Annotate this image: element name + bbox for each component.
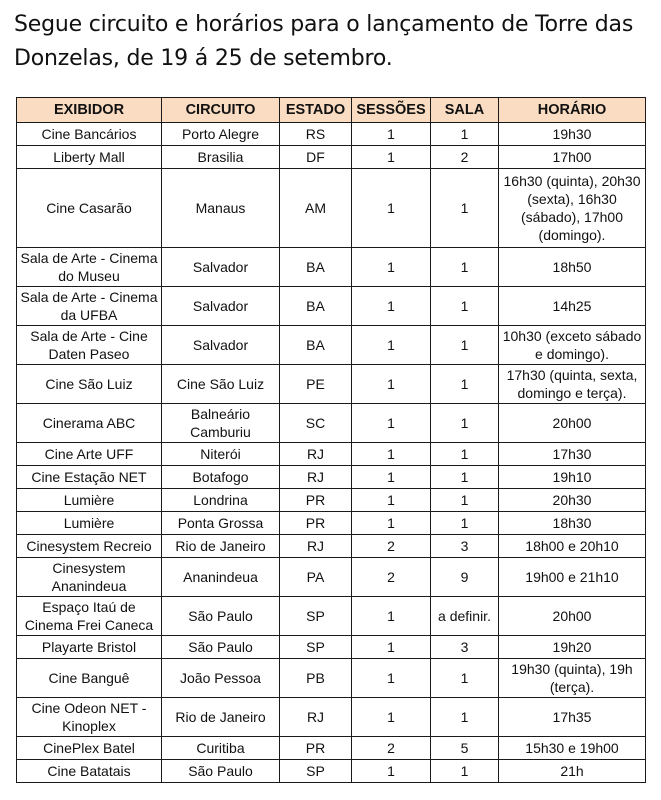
cell-sala: 1 — [431, 248, 499, 287]
cell-circuito: Curitiba — [162, 737, 280, 760]
cell-sessoes: 1 — [352, 489, 431, 512]
cell-exibidor: Cine Odeon NET - Kinoplex — [17, 698, 162, 737]
cell-estado: PR — [280, 489, 352, 512]
cell-exibidor: Cine Banguê — [17, 659, 162, 698]
cell-exibidor: Cinesystem Recreio — [17, 535, 162, 558]
cell-circuito: Londrina — [162, 489, 280, 512]
cell-circuito: Balneário Camburiu — [162, 404, 280, 443]
cell-sessoes: 1 — [352, 326, 431, 365]
cell-exibidor: Sala de Arte - Cine Daten Paseo — [17, 326, 162, 365]
header-horario: HORÁRIO — [499, 98, 646, 123]
table-row — [17, 760, 646, 783]
cell-horario: 19h30 — [499, 123, 646, 146]
cell-sala: 1 — [431, 659, 499, 698]
cell-circuito: São Paulo — [162, 636, 280, 659]
cell-circuito: Salvador — [162, 248, 280, 287]
cell-sala: a definir. — [431, 597, 499, 636]
cell-circuito: Salvador — [162, 287, 280, 326]
cell-estado: DF — [280, 146, 352, 169]
cell-horario: 19h00 e 21h10 — [499, 558, 646, 597]
cell-circuito: Niterói — [162, 443, 280, 466]
table-row — [17, 404, 646, 443]
cell-exibidor: Cinesystem Ananindeua — [17, 558, 162, 597]
cell-estado: BA — [280, 287, 352, 326]
table-row — [17, 489, 646, 512]
cell-estado: RJ — [280, 535, 352, 558]
cell-estado: PR — [280, 737, 352, 760]
cell-exibidor: Cine Arte UFF — [17, 443, 162, 466]
cell-sala: 1 — [431, 760, 499, 783]
cell-circuito: Rio de Janeiro — [162, 535, 280, 558]
cell-estado: RJ — [280, 466, 352, 489]
cell-horario: 14h25 — [499, 287, 646, 326]
table-row — [17, 659, 646, 698]
cell-exibidor: Lumière — [17, 512, 162, 535]
table-row — [17, 597, 646, 636]
cell-sala: 9 — [431, 558, 499, 597]
intro-text: Segue circuito e horários para o lançamento de Torre das Donzelas, de 19 á 25 de setembro. — [14, 12, 634, 71]
cell-circuito: Botafogo — [162, 466, 280, 489]
table-row — [17, 512, 646, 535]
cell-estado: SP — [280, 760, 352, 783]
cell-sessoes: 2 — [352, 737, 431, 760]
cell-horario: 20h30 — [499, 489, 646, 512]
cell-horario: 19h30 (quinta), 19h (terça). — [499, 659, 646, 698]
cell-horario: 17h30 (quinta, sexta, domingo e terça). — [499, 365, 646, 404]
cell-exibidor: Lumière — [17, 489, 162, 512]
table-row — [17, 698, 646, 737]
cell-estado: SP — [280, 597, 352, 636]
cell-estado: PB — [280, 659, 352, 698]
cell-exibidor: Cine Casarão — [17, 169, 162, 248]
header-sala: SALA — [431, 98, 499, 123]
table-header-row — [17, 98, 646, 123]
cell-circuito: Manaus — [162, 169, 280, 248]
cell-sessoes: 1 — [352, 760, 431, 783]
cell-estado: BA — [280, 248, 352, 287]
table-row — [17, 326, 646, 365]
cell-horario: 19h10 — [499, 466, 646, 489]
cell-exibidor: Cine Bancários — [17, 123, 162, 146]
cell-horario: 21h — [499, 760, 646, 783]
table-row — [17, 169, 646, 248]
header-estado: ESTADO — [280, 98, 352, 123]
cell-exibidor: Cinerama ABC — [17, 404, 162, 443]
cell-sala: 2 — [431, 146, 499, 169]
cell-exibidor: Cine Batatais — [17, 760, 162, 783]
cell-horario: 18h00 e 20h10 — [499, 535, 646, 558]
table-row — [17, 737, 646, 760]
cell-sala: 1 — [431, 404, 499, 443]
cell-horario: 20h00 — [499, 597, 646, 636]
cell-exibidor: Cine São Luiz — [17, 365, 162, 404]
cell-sessoes: 1 — [352, 698, 431, 737]
cell-estado: SP — [280, 636, 352, 659]
cell-circuito: Porto Alegre — [162, 123, 280, 146]
cell-sala: 1 — [431, 365, 499, 404]
cell-sala: 3 — [431, 636, 499, 659]
table-row — [17, 123, 646, 146]
cell-circuito: Rio de Janeiro — [162, 698, 280, 737]
cell-sessoes: 1 — [352, 123, 431, 146]
table-row — [17, 287, 646, 326]
cell-sessoes: 2 — [352, 535, 431, 558]
cell-estado: AM — [280, 169, 352, 248]
schedule-table — [16, 97, 646, 783]
table-row — [17, 248, 646, 287]
table-row — [17, 535, 646, 558]
cell-estado: RS — [280, 123, 352, 146]
cell-horario: 17h00 — [499, 146, 646, 169]
cell-sessoes: 1 — [352, 443, 431, 466]
table-row — [17, 558, 646, 597]
cell-exibidor: Sala de Arte - Cinema da UFBA — [17, 287, 162, 326]
table-row — [17, 466, 646, 489]
cell-horario: 16h30 (quinta), 20h30 (sexta), 16h30 (sábado), 17h00 (domingo). — [499, 169, 646, 248]
cell-sala: 1 — [431, 123, 499, 146]
cell-estado: SC — [280, 404, 352, 443]
table-row — [17, 443, 646, 466]
cell-sala: 1 — [431, 489, 499, 512]
cell-sessoes: 1 — [352, 248, 431, 287]
cell-exibidor: Liberty Mall — [17, 146, 162, 169]
cell-sala: 5 — [431, 737, 499, 760]
header-exibidor: EXIBIDOR — [17, 98, 162, 123]
cell-circuito: João Pessoa — [162, 659, 280, 698]
cell-estado: BA — [280, 326, 352, 365]
cell-horario: 17h30 — [499, 443, 646, 466]
cell-sessoes: 1 — [352, 169, 431, 248]
cell-exibidor: CinePlex Batel — [17, 737, 162, 760]
cell-horario: 10h30 (exceto sábado e domingo). — [499, 326, 646, 365]
cell-sala: 1 — [431, 698, 499, 737]
cell-circuito: Brasilia — [162, 146, 280, 169]
cell-sala: 1 — [431, 169, 499, 248]
table-row — [17, 365, 646, 404]
cell-estado: RJ — [280, 698, 352, 737]
cell-exibidor: Playarte Bristol — [17, 636, 162, 659]
cell-circuito: Salvador — [162, 326, 280, 365]
cell-sessoes: 1 — [352, 659, 431, 698]
cell-sala: 1 — [431, 466, 499, 489]
cell-sessoes: 2 — [352, 558, 431, 597]
cell-exibidor: Espaço Itaú de Cinema Frei Caneca — [17, 597, 162, 636]
table-row — [17, 146, 646, 169]
table-row — [17, 636, 646, 659]
cell-circuito: São Paulo — [162, 597, 280, 636]
cell-sessoes: 1 — [352, 146, 431, 169]
cell-estado: RJ — [280, 443, 352, 466]
header-sessoes: SESSÕES — [352, 98, 431, 123]
cell-circuito: São Paulo — [162, 760, 280, 783]
cell-horario: 19h20 — [499, 636, 646, 659]
cell-sessoes: 1 — [352, 287, 431, 326]
cell-horario: 17h35 — [499, 698, 646, 737]
cell-horario: 15h30 e 19h00 — [499, 737, 646, 760]
cell-exibidor: Sala de Arte - Cinema do Museu — [17, 248, 162, 287]
cell-circuito: Ponta Grossa — [162, 512, 280, 535]
cell-sessoes: 1 — [352, 466, 431, 489]
cell-sala: 1 — [431, 512, 499, 535]
cell-horario: 20h00 — [499, 404, 646, 443]
cell-sala: 1 — [431, 443, 499, 466]
cell-sessoes: 1 — [352, 636, 431, 659]
cell-circuito: Ananindeua — [162, 558, 280, 597]
cell-sessoes: 1 — [352, 597, 431, 636]
cell-sala: 1 — [431, 287, 499, 326]
cell-sessoes: 1 — [352, 404, 431, 443]
cell-exibidor: Cine Estação NET — [17, 466, 162, 489]
cell-sala: 1 — [431, 326, 499, 365]
cell-estado: PA — [280, 558, 352, 597]
cell-sessoes: 1 — [352, 365, 431, 404]
header-circuito: CIRCUITO — [162, 98, 280, 123]
cell-estado: PE — [280, 365, 352, 404]
cell-horario: 18h30 — [499, 512, 646, 535]
cell-horario: 18h50 — [499, 248, 646, 287]
cell-sessoes: 1 — [352, 512, 431, 535]
cell-sala: 3 — [431, 535, 499, 558]
cell-circuito: Cine São Luiz — [162, 365, 280, 404]
cell-estado: PR — [280, 512, 352, 535]
